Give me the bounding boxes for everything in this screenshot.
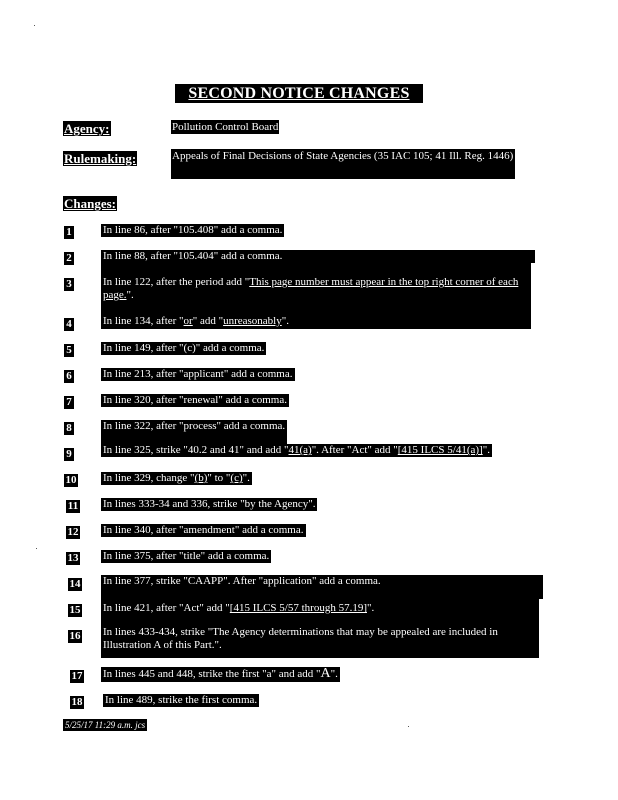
item-number-5: 5 [64,344,74,357]
change-item-12: In line 340, after "amendment" add a comma. [103,524,304,536]
inserted-text: A [320,666,331,681]
change-text: ". [281,315,289,327]
change-text: ". [367,602,375,614]
item-number-17: 17 [71,670,83,682]
change-text: ". [242,472,250,484]
change-item-5: In line 149, after "(c)" add a comma. [103,342,265,354]
item-number-15: 15 [69,604,81,616]
change-item-14: In line 377, strike "CAAPP". After "application" add a comma. [101,575,543,599]
change-text: ". [330,668,338,680]
item-number-11: 11 [67,500,79,512]
inserted-text: or [183,315,193,327]
item-number-10: 10 [65,474,77,486]
change-item-11: In lines 333-34 and 336, strike "by the Agency". [103,498,316,510]
inserted-text: This page number must appear in the top right corner of each page. [103,276,519,301]
change-item-16: In lines 433-434, strike "The Agency determinations that may be appealed are included in Illustration A of this Part.". [101,622,539,658]
rulemaking-label: Rulemaking: [64,151,137,166]
item-number-16: 16 [69,630,81,642]
change-item-1: In line 86, after "105.408" add a comma. [103,224,283,236]
changes-label: Changes: [64,196,117,211]
change-item-9 [101,444,492,457]
change-item-17 [101,667,340,682]
item-number-2: 2 [64,252,74,265]
change-text: " add " [192,315,224,327]
inserted-text: 41(a) [288,444,312,456]
change-text: ". After "Act" add " [311,444,398,456]
item-number-9: 9 [64,448,74,461]
change-item-10 [101,472,252,485]
change-text: ". [482,444,490,456]
scan-speck [34,25,35,26]
change-text: In line 122, after the period add " [103,276,250,288]
agency-value: Pollution Control Board [172,121,279,133]
change-text: In line 421, after "Act" add " [103,602,230,614]
item-number-18: 18 [71,696,83,708]
change-text: In lines 445 and 448, strike the first "a" and add " [103,668,321,680]
change-text: ". [126,289,134,301]
item-number-8: 8 [64,422,74,435]
scan-speck [408,726,409,727]
item-number-3: 3 [64,278,74,291]
item-number-13: 13 [67,552,79,564]
change-text: In line 134, after " [103,315,184,327]
item-number-6: 6 [64,370,74,383]
item-number-7: 7 [64,396,74,409]
change-item-8: In line 322, after "process" add a comma. [101,420,287,444]
scan-speck [36,548,37,549]
change-item-15 [101,598,539,622]
inserted-text: (b) [194,472,208,484]
change-item-6: In line 213, after "applicant" add a comma. [103,368,293,380]
change-item-3 [101,263,531,305]
change-text: In line 329, change " [103,472,195,484]
agency-label: Agency: [64,121,110,136]
change-text: In line 325, strike "40.2 and 41" and add " [103,444,289,456]
item-number-12: 12 [67,526,79,538]
document-title: SECOND NOTICE CHANGES [175,84,423,103]
change-text: " to " [207,472,231,484]
change-item-13: In line 375, after "title" add a comma. [103,550,270,562]
rulemaking-value: Appeals of Final Decisions of State Agencies (35 IAC 105; 41 Ill. Reg. 1446) [171,149,515,179]
item-number-1: 1 [64,226,74,239]
inserted-text: [415 ILCS 5/57 through 57.19] [229,602,367,614]
inserted-text: (c) [230,472,243,484]
inserted-text: [415 ILCS 5/41(a)] [397,444,483,456]
change-item-7: In line 320, after "renewal" add a comma. [103,394,287,406]
footer-stamp: 5/25/17 11:29 a.m. jcs [65,720,146,730]
change-item-4 [101,305,531,329]
inserted-text: unreasonably [223,315,282,327]
item-number-4: 4 [64,318,74,331]
item-number-14: 14 [69,578,81,590]
change-item-18: In line 489, strike the first comma. [105,694,258,706]
change-item-2: In line 88, after "105.404" add a comma. [101,250,535,263]
